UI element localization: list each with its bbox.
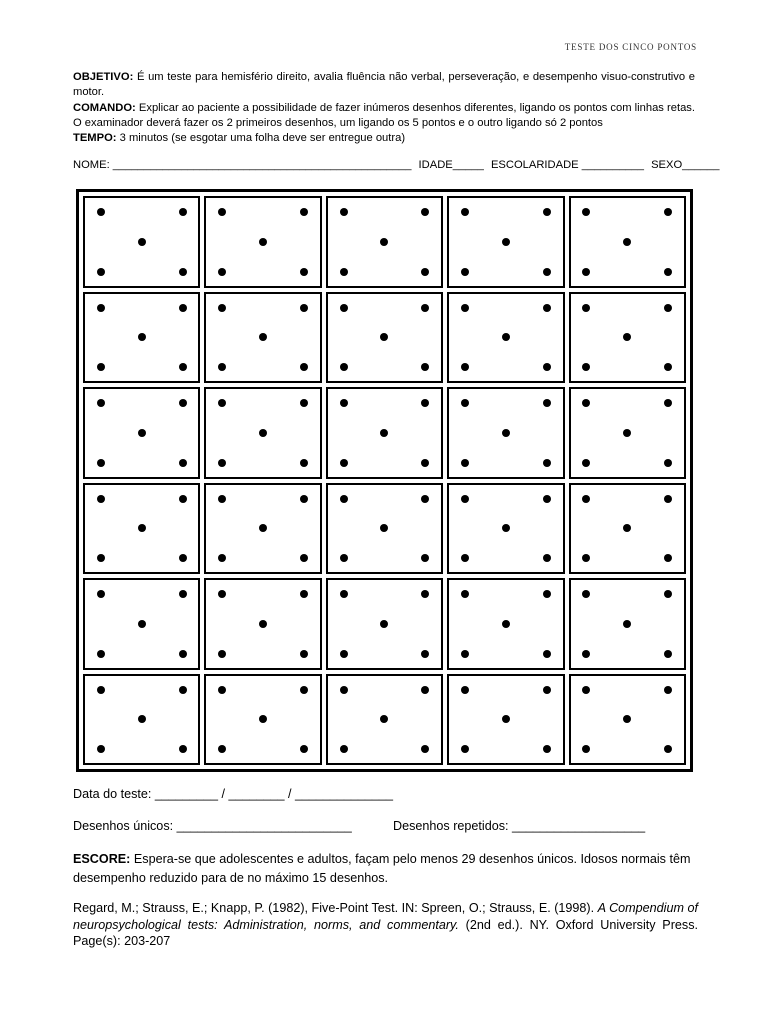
drawing-cell[interactable] [83,292,200,384]
dot [664,686,672,694]
dot [623,429,631,437]
dot [502,429,510,437]
dot [502,715,510,723]
dot [179,650,187,658]
dot [582,208,590,216]
dot [502,333,510,341]
drawing-cell[interactable] [83,483,200,575]
dot [340,208,348,216]
dot [461,268,469,276]
dot [300,399,308,407]
repeated-drawings-field[interactable]: Desenhos repetidos: ___________________ [393,819,646,833]
dot [461,590,469,598]
dot [340,686,348,694]
tempo-label: TEMPO: [73,132,117,145]
dot [300,554,308,562]
dot [340,363,348,371]
dot [97,745,105,753]
dot [421,745,429,753]
drawing-cell[interactable] [83,196,200,288]
dot [502,238,510,246]
dot [179,745,187,753]
tempo-text: 3 minutos (se esgotar uma folha deve ser entregue outra) [116,132,406,145]
dot [543,554,551,562]
dot [179,554,187,562]
patient-fields [73,159,720,171]
dot [97,495,105,503]
dot [461,304,469,312]
dot [421,208,429,216]
dot [97,268,105,276]
dot [582,495,590,503]
reference-publisher: (2nd ed.). NY. Oxford University Press. Page(s): 203-207 [73,917,698,948]
dot [218,304,226,312]
dot [421,650,429,658]
dot [259,333,267,341]
escolaridade-field[interactable]: ESCOLARIDADE __________ [490,159,644,171]
score-paragraph [73,850,698,888]
dot [300,304,308,312]
dot [664,745,672,753]
drawing-cell[interactable] [204,674,321,766]
dot [380,238,388,246]
dot [340,399,348,407]
dot [380,429,388,437]
objetivo-paragraph [73,70,695,101]
dot [461,495,469,503]
dot [138,429,146,437]
dot [421,268,429,276]
dot [543,686,551,694]
dot [340,459,348,467]
drawing-cell[interactable] [447,578,564,670]
dot [543,650,551,658]
dot [664,590,672,598]
dot [543,304,551,312]
dot [421,686,429,694]
dot [664,459,672,467]
dot [380,333,388,341]
dot [300,686,308,694]
dot [300,745,308,753]
unique-drawings-field[interactable]: Desenhos únicos: _________________________ [73,819,352,833]
dot [218,208,226,216]
drawing-cell[interactable] [204,292,321,384]
dot [340,554,348,562]
dot [502,620,510,628]
dot [218,363,226,371]
dot [179,304,187,312]
dot [138,715,146,723]
dot [664,554,672,562]
idade-field[interactable]: IDADE_____ [418,159,484,171]
dot [179,208,187,216]
dot [461,686,469,694]
dot [582,554,590,562]
drawing-cell[interactable] [569,292,686,384]
dot [300,363,308,371]
dot [138,238,146,246]
dot [582,268,590,276]
dot [623,238,631,246]
dot [664,363,672,371]
dot [138,620,146,628]
drawing-cell[interactable] [569,387,686,479]
dot [300,268,308,276]
drawing-cell[interactable] [326,674,443,766]
dot [300,208,308,216]
dot [664,208,672,216]
dot [179,590,187,598]
dot [543,495,551,503]
instructions [73,70,695,146]
dot [582,686,590,694]
drawing-cell[interactable] [204,483,321,575]
dot [179,686,187,694]
dot [543,208,551,216]
dot [461,554,469,562]
objetivo-label: OBJETIVO: [73,71,134,83]
drawing-cell[interactable] [83,578,200,670]
dot [421,590,429,598]
dot [340,304,348,312]
dot [623,524,631,532]
dot [300,650,308,658]
dot [421,495,429,503]
dot [380,620,388,628]
dot [543,459,551,467]
dot [300,590,308,598]
dot [340,650,348,658]
comando-text: Explicar ao paciente a possibilidade de fazer inúmeros desenhos diferentes, ligando os pontos com linhas retas. O examinador deverá fazer os 2 primeiros desenhos, um ligando os 5 pontos e o outro ligando só 2 pontos [73,101,695,129]
drawing-cell[interactable] [204,196,321,288]
date-line[interactable]: Data do teste: _________ / ________ / ______________ [73,787,394,801]
dot [461,650,469,658]
dot [300,459,308,467]
dot [300,495,308,503]
drawing-cell[interactable] [447,387,564,479]
dot [421,554,429,562]
dot [582,745,590,753]
drawing-cell[interactable] [326,483,443,575]
dot [421,399,429,407]
dot [421,304,429,312]
objetivo-text: É um teste para hemisfério direito, avalia fluência não verbal, perseveração, e desempenho visuo-construtivo e motor. [73,71,695,99]
dot [97,304,105,312]
drawing-cell[interactable] [447,196,564,288]
dot [340,745,348,753]
dot [218,459,226,467]
drawings-count-line [73,819,698,833]
drawing-cell[interactable] [326,292,443,384]
dot [138,524,146,532]
dot [179,363,187,371]
dot [97,590,105,598]
reference [73,900,698,950]
dot [421,363,429,371]
dot [259,524,267,532]
drawing-cell[interactable] [204,578,321,670]
dot [664,268,672,276]
drawing-cell[interactable] [569,483,686,575]
dot [543,745,551,753]
dot [582,363,590,371]
dot [259,620,267,628]
dot [543,268,551,276]
dot [259,429,267,437]
drawing-cell[interactable] [83,674,200,766]
drawing-cell[interactable] [569,578,686,670]
drawing-cell[interactable] [447,483,564,575]
dot [259,238,267,246]
dot [97,554,105,562]
drawing-cell[interactable] [204,387,321,479]
drawing-cell[interactable] [83,387,200,479]
dot [623,620,631,628]
dot [218,268,226,276]
dot [582,399,590,407]
tempo-paragraph [73,131,695,146]
dot [259,715,267,723]
dot [623,715,631,723]
dot [138,333,146,341]
nome-field[interactable]: NOME: ________________________________________________ [73,159,412,171]
score-label: ESCORE: [73,852,131,866]
sexo-field[interactable]: SEXO______ [651,159,720,171]
dot [664,399,672,407]
dot [664,304,672,312]
dot [97,208,105,216]
dot [543,590,551,598]
dot [218,590,226,598]
dot [461,208,469,216]
dot [218,686,226,694]
dot [97,650,105,658]
header-title: TESTE DOS CINCO PONTOS [564,42,697,52]
dot [664,650,672,658]
comando-label: COMANDO: [73,101,136,114]
dot [461,459,469,467]
drawing-cell[interactable] [569,674,686,766]
dot [461,745,469,753]
reference-title: A Compendium of neuropsychological tests: Administration, norms, and commentary. [73,901,698,932]
dot [218,399,226,407]
dot [218,650,226,658]
dot [623,333,631,341]
dot [340,495,348,503]
dot [97,459,105,467]
dot [380,715,388,723]
dot [421,459,429,467]
dot [664,495,672,503]
dot [380,524,388,532]
five-point-grid [76,189,693,772]
reference-authors: Regard, M.; Strauss, E.; Knapp, P. (1982), Five-Point Test. IN: Spreen, O.; Strauss, E. (1998). [73,901,598,915]
drawing-cell[interactable] [447,674,564,766]
dot [218,554,226,562]
dot [97,686,105,694]
drawing-cell[interactable] [326,578,443,670]
dot [582,590,590,598]
dot [461,363,469,371]
dot [97,363,105,371]
dot [543,363,551,371]
dot [179,399,187,407]
drawing-cell[interactable] [569,196,686,288]
dot [582,650,590,658]
dot [218,495,226,503]
drawing-cell[interactable] [326,387,443,479]
dot [582,304,590,312]
dot [461,399,469,407]
dot [179,495,187,503]
drawing-cell[interactable] [326,196,443,288]
score-text: Espera-se que adolescentes e adultos, façam pelo menos 29 desenhos únicos. Idosos normais têm desempenho reduzido para de no máximo 15 desenhos. [73,852,691,885]
dot [340,590,348,598]
dot [97,399,105,407]
dot [543,399,551,407]
dot [179,268,187,276]
dot [582,459,590,467]
drawing-cell[interactable] [447,292,564,384]
comando-paragraph [73,101,695,132]
dot [218,745,226,753]
dot [502,524,510,532]
dot [179,459,187,467]
dot [340,268,348,276]
